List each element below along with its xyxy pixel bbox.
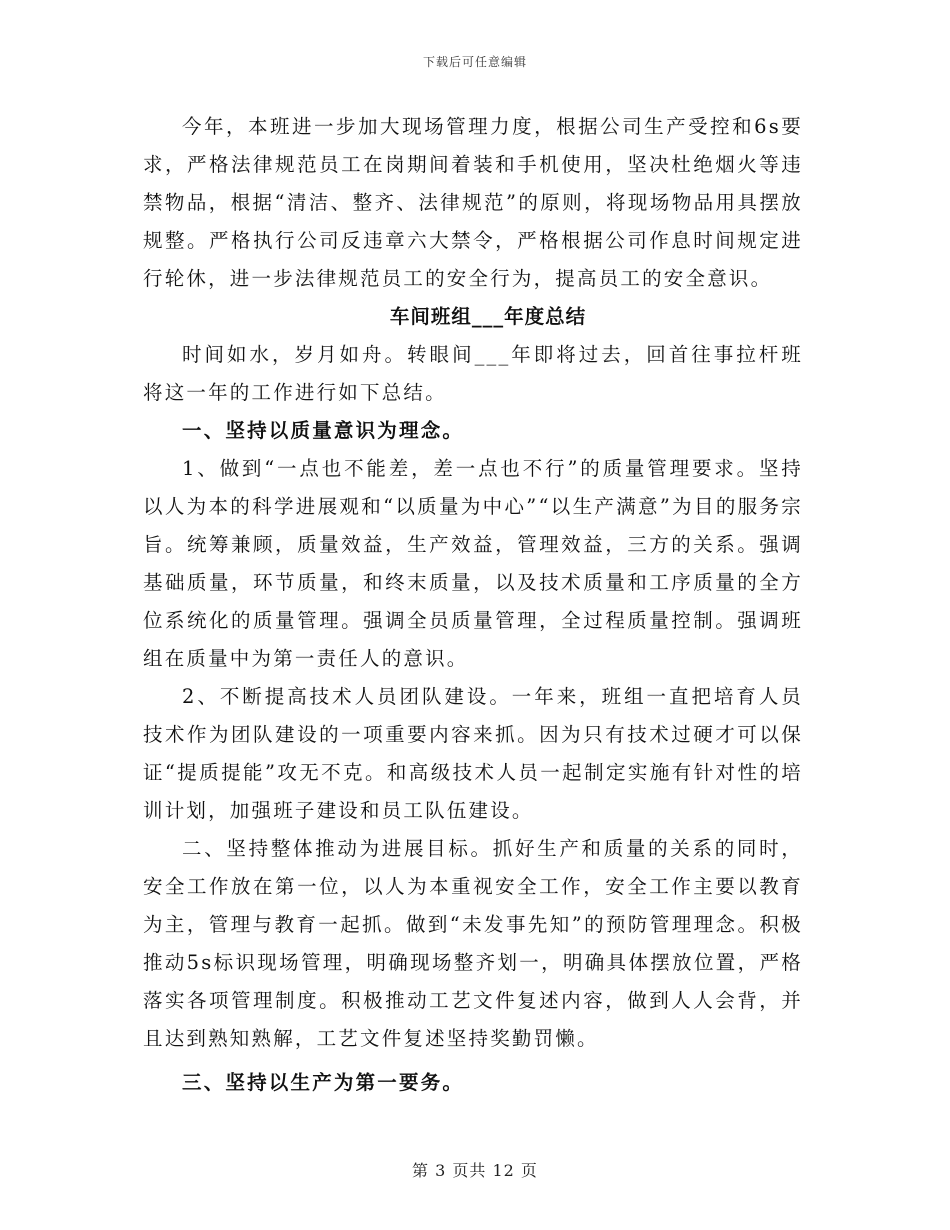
page-header-note: 下载后可任意编辑 bbox=[422, 55, 527, 69]
section-heading-production: 三、坚持以生产为第一要务。 bbox=[182, 1071, 465, 1094]
paragraph-opening: 时间如水，岁月如舟。转眼间___年即将过去，回首往事拉杆班将这一年的工作进行如下总结。 bbox=[143, 343, 803, 404]
document-body bbox=[143, 108, 803, 1102]
paragraph-team-building: 2、不断提高技术人员团队建设。一年来，班组一直把培育人员技术作为团队建设的一项重要内容来抓。因为只有技术过硬才可以保证“提质提能”攻无不克。和高级技术人员一起制定实施有针对性的培训计划，加强班子建设和员工队伍建设。 bbox=[143, 685, 803, 822]
section-heading-quality: 一、坚持以质量意识为理念。 bbox=[182, 419, 465, 442]
document-title: 车间班组___年度总结 bbox=[389, 305, 587, 328]
paragraph-overall-promotion: 二、坚持整体推动为进展目标。抓好生产和质量的关系的同时，安全工作放在第一位，以人为本重视安全工作，安全工作主要以教育为主，管理与教育一起抓。做到“未发事先知”的预防管理理念。积极推动5s标识现场管理，明确现场整齐划一，明确具体摆放位置，严格落实各项管理制度。积极推动工艺文件复述内容，做到人人会背，并且达到熟知熟解，工艺文件复述坚持奖勤罚懒。 bbox=[143, 837, 803, 1050]
paragraph-intro: 今年，本班进一步加大现场管理力度，根据公司生产受控和6s要求，严格法律规范员工在岗期间着装和手机使用，坚决杜绝烟火等违禁物品，根据“清洁、整齐、法律规范”的原则，将现场物品用具摆放规整。严格执行公司反违章六大禁令，严格根据公司作息时间规定进行轮休，进一步法律规范员工的安全行为，提高员工的安全意识。 bbox=[143, 115, 803, 290]
paragraph-quality-requirements: 1、做到“一点也不能差，差一点也不行”的质量管理要求。坚持以人为本的科学进展观和“以质量为中心”“以生产满意”为目的服务宗旨。统筹兼顾，质量效益，生产效益，管理效益，三方的关系。强调基础质量，环节质量，和终末质量，以及技术质量和工序质量的全方位系统化的质量管理。强调全员质量管理，全过程质量控制。强调班组在质量中为第一责任人的意识。 bbox=[143, 457, 803, 670]
page-number: 第 3 页共 12 页 bbox=[412, 1161, 538, 1180]
